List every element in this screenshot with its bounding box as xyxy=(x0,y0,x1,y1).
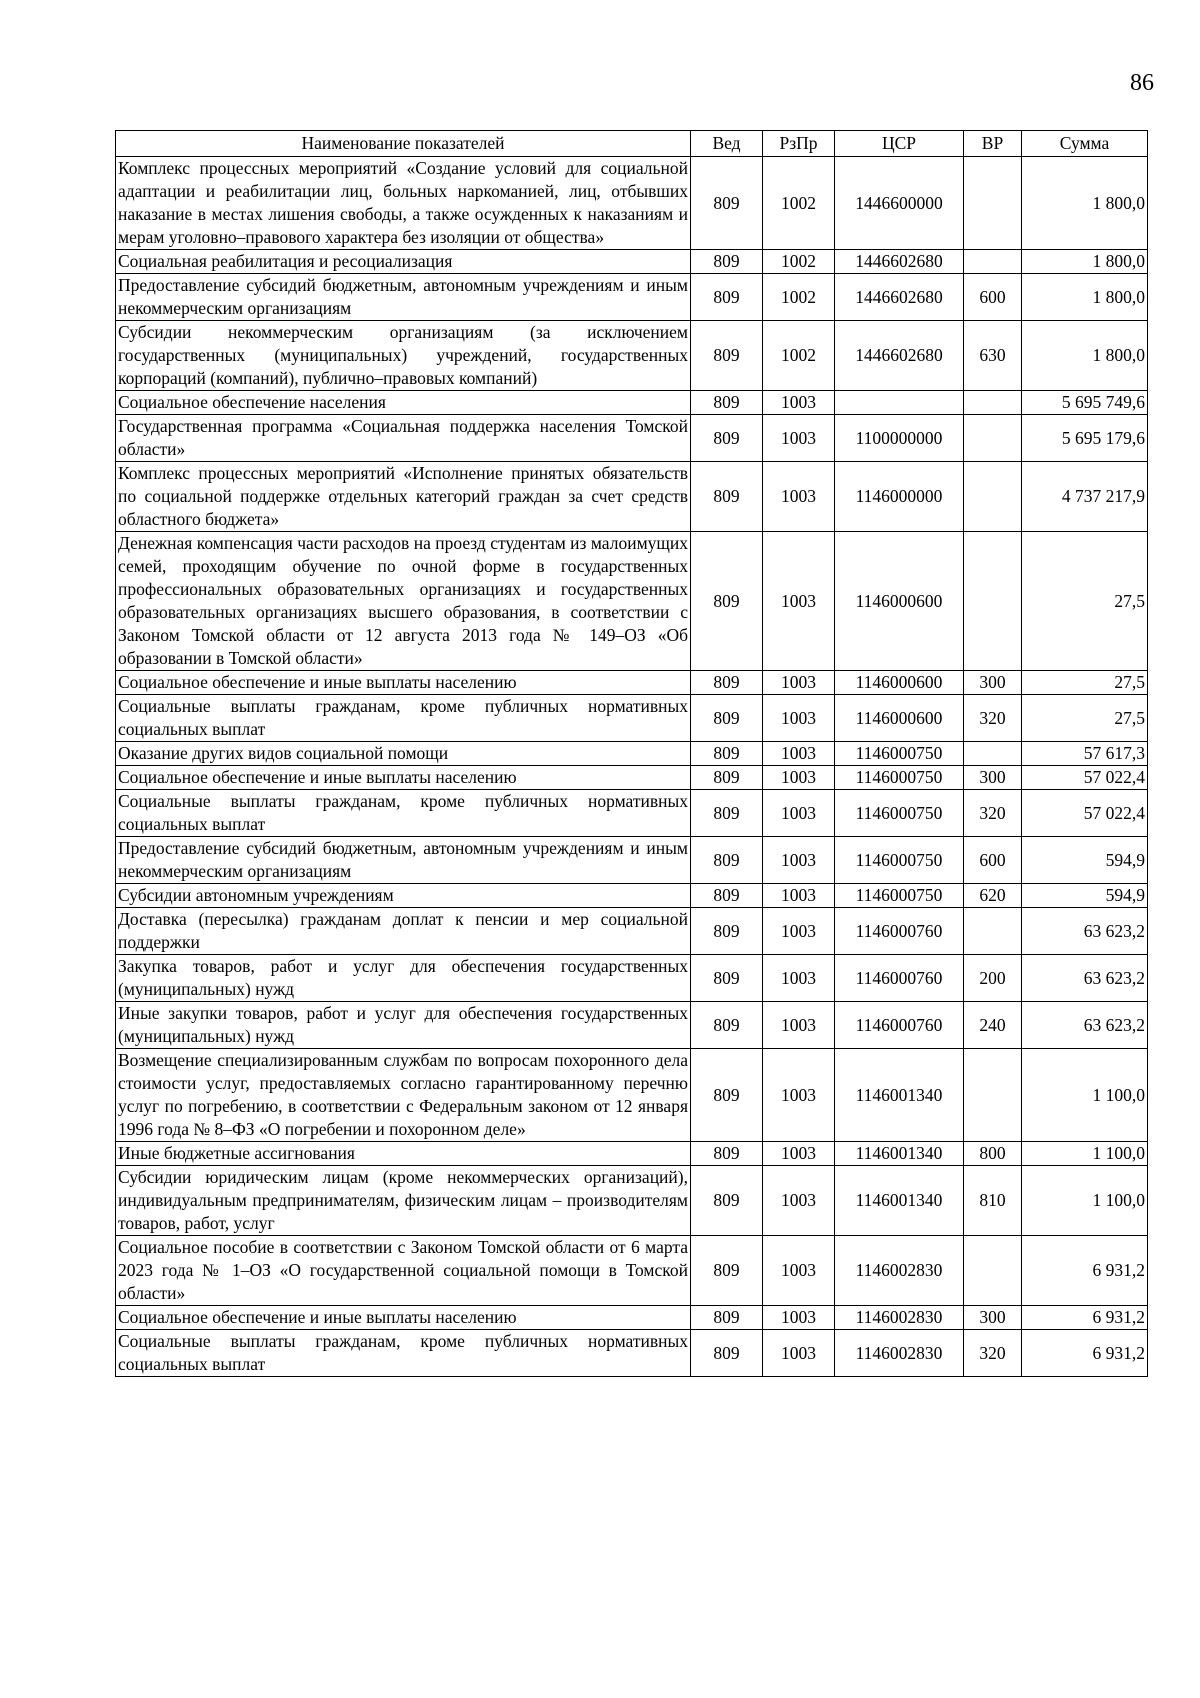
table-row xyxy=(116,671,1148,695)
row-csr: 1146002830 xyxy=(835,1236,964,1306)
row-vr: 810 xyxy=(964,1166,1022,1236)
row-csr: 1146000750 xyxy=(835,742,964,766)
row-csr: 1446600000 xyxy=(835,157,964,250)
row-csr: 1146001340 xyxy=(835,1049,964,1142)
row-ved: 809 xyxy=(691,790,763,837)
row-name: Доставка (пересылка) гражданам доплат к пенсии и мер социальной поддержки xyxy=(116,908,691,955)
row-rzpr: 1003 xyxy=(763,532,835,671)
row-name: Предоставление субсидий бюджетным, автономным учреждениям и иным некоммерческим организациям xyxy=(116,274,691,321)
row-vr xyxy=(964,415,1022,462)
row-name: Комплекс процессных мероприятий «Создание условий для социальной адаптации и реабилитации лиц, больных наркоманией, лиц, отбывших наказание в местах лишения свободы, а также осужденных к наказаниям и мерам уголовно–правового характера без изоляции от общества» xyxy=(116,157,691,250)
row-vr: 600 xyxy=(964,274,1022,321)
row-name: Государственная программа «Социальная поддержка населения Томской области» xyxy=(116,415,691,462)
row-rzpr: 1002 xyxy=(763,157,835,250)
table-row xyxy=(116,462,1148,532)
row-ved: 809 xyxy=(691,1236,763,1306)
row-sum: 57 617,3 xyxy=(1022,742,1148,766)
row-rzpr: 1003 xyxy=(763,955,835,1002)
row-name: Социальное обеспечение населения xyxy=(116,391,691,415)
row-ved: 809 xyxy=(691,671,763,695)
table-row xyxy=(116,1049,1148,1142)
row-sum: 57 022,4 xyxy=(1022,766,1148,790)
table-row xyxy=(116,908,1148,955)
row-vr: 630 xyxy=(964,321,1022,391)
row-name: Субсидии некоммерческим организациям (за исключением государственных (муниципальных) учреждений, государственных корпораций (компаний), публично–правовых компаний) xyxy=(116,321,691,391)
row-csr: 1446602680 xyxy=(835,250,964,274)
row-vr: 320 xyxy=(964,790,1022,837)
row-rzpr: 1003 xyxy=(763,837,835,884)
row-vr: 300 xyxy=(964,1306,1022,1330)
row-sum: 57 022,4 xyxy=(1022,790,1148,837)
row-csr: 1146000750 xyxy=(835,790,964,837)
row-sum: 6 931,2 xyxy=(1022,1306,1148,1330)
row-rzpr: 1003 xyxy=(763,671,835,695)
row-sum: 5 695 179,6 xyxy=(1022,415,1148,462)
row-sum: 63 623,2 xyxy=(1022,1002,1148,1049)
table-row xyxy=(116,955,1148,1002)
row-rzpr: 1003 xyxy=(763,742,835,766)
budget-table xyxy=(115,130,1148,1377)
row-rzpr: 1003 xyxy=(763,1330,835,1377)
table-row xyxy=(116,766,1148,790)
table-row xyxy=(116,250,1148,274)
row-name: Социальное обеспечение и иные выплаты населению xyxy=(116,1306,691,1330)
row-rzpr: 1002 xyxy=(763,274,835,321)
row-ved: 809 xyxy=(691,391,763,415)
row-sum: 1 800,0 xyxy=(1022,321,1148,391)
row-rzpr: 1003 xyxy=(763,695,835,742)
row-ved: 809 xyxy=(691,532,763,671)
table-row xyxy=(116,884,1148,908)
row-ved: 809 xyxy=(691,1330,763,1377)
header-vr: ВР xyxy=(964,131,1022,157)
header-ved: Вед xyxy=(691,131,763,157)
row-sum: 27,5 xyxy=(1022,671,1148,695)
table-row xyxy=(116,157,1148,250)
row-rzpr: 1003 xyxy=(763,1142,835,1166)
row-rzpr: 1003 xyxy=(763,415,835,462)
table-row xyxy=(116,837,1148,884)
row-sum: 5 695 749,6 xyxy=(1022,391,1148,415)
row-name: Социальные выплаты гражданам, кроме публичных нормативных социальных выплат xyxy=(116,790,691,837)
row-ved: 809 xyxy=(691,415,763,462)
row-vr: 320 xyxy=(964,1330,1022,1377)
row-rzpr: 1003 xyxy=(763,462,835,532)
table-row xyxy=(116,321,1148,391)
table-row xyxy=(116,1306,1148,1330)
row-rzpr: 1003 xyxy=(763,1002,835,1049)
row-ved: 809 xyxy=(691,462,763,532)
table-row xyxy=(116,1330,1148,1377)
row-ved: 809 xyxy=(691,1306,763,1330)
row-csr: 1146000600 xyxy=(835,671,964,695)
row-name: Предоставление субсидий бюджетным, автономным учреждениям и иным некоммерческим организациям xyxy=(116,837,691,884)
row-vr xyxy=(964,908,1022,955)
row-ved: 809 xyxy=(691,908,763,955)
row-rzpr: 1002 xyxy=(763,250,835,274)
row-csr: 1146000600 xyxy=(835,532,964,671)
row-rzpr: 1003 xyxy=(763,1166,835,1236)
row-name: Социальное обеспечение и иные выплаты населению xyxy=(116,671,691,695)
row-ved: 809 xyxy=(691,157,763,250)
row-vr: 240 xyxy=(964,1002,1022,1049)
row-name: Иные закупки товаров, работ и услуг для обеспечения государственных (муниципальных) нужд xyxy=(116,1002,691,1049)
row-sum: 1 800,0 xyxy=(1022,274,1148,321)
row-vr: 300 xyxy=(964,766,1022,790)
row-rzpr: 1003 xyxy=(763,790,835,837)
row-ved: 809 xyxy=(691,1049,763,1142)
row-rzpr: 1003 xyxy=(763,884,835,908)
header-sum: Сумма xyxy=(1022,131,1148,157)
row-rzpr: 1003 xyxy=(763,766,835,790)
row-ved: 809 xyxy=(691,321,763,391)
row-sum: 63 623,2 xyxy=(1022,908,1148,955)
row-vr xyxy=(964,532,1022,671)
row-csr: 1146000000 xyxy=(835,462,964,532)
row-ved: 809 xyxy=(691,1142,763,1166)
row-ved: 809 xyxy=(691,1166,763,1236)
row-ved: 809 xyxy=(691,884,763,908)
row-name: Социальное обеспечение и иные выплаты населению xyxy=(116,766,691,790)
row-csr xyxy=(835,391,964,415)
row-ved: 809 xyxy=(691,695,763,742)
row-sum: 27,5 xyxy=(1022,695,1148,742)
header-name: Наименование показателей xyxy=(116,131,691,157)
row-sum: 1 100,0 xyxy=(1022,1166,1148,1236)
row-name: Социальное пособие в соответствии с Законом Томской области от 6 марта 2023 года № 1–ОЗ «О государственной социальной помощи в Томской области» xyxy=(116,1236,691,1306)
row-rzpr: 1003 xyxy=(763,908,835,955)
row-csr: 1146001340 xyxy=(835,1142,964,1166)
row-vr xyxy=(964,742,1022,766)
row-name: Социальная реабилитация и ресоциализация xyxy=(116,250,691,274)
row-name: Субсидии юридическим лицам (кроме некоммерческих организаций), индивидуальным предпринимателям, физическим лицам – производителям товаров, работ, услуг xyxy=(116,1166,691,1236)
row-vr xyxy=(964,1236,1022,1306)
row-name: Социальные выплаты гражданам, кроме публичных нормативных социальных выплат xyxy=(116,1330,691,1377)
row-vr: 620 xyxy=(964,884,1022,908)
row-name: Возмещение специализированным службам по вопросам похоронного дела стоимости услуг, предоставляемых согласно гарантированному перечню услуг по погребению, в соответствии с Федеральным законом от 12 января 1996 года № 8–ФЗ «О погребении и похоронном деле» xyxy=(116,1049,691,1142)
row-sum: 4 737 217,9 xyxy=(1022,462,1148,532)
row-sum: 63 623,2 xyxy=(1022,955,1148,1002)
table-row xyxy=(116,391,1148,415)
row-sum: 6 931,2 xyxy=(1022,1330,1148,1377)
row-sum: 594,9 xyxy=(1022,884,1148,908)
table-row xyxy=(116,274,1148,321)
row-ved: 809 xyxy=(691,837,763,884)
row-vr xyxy=(964,250,1022,274)
row-vr: 320 xyxy=(964,695,1022,742)
row-name: Комплекс процессных мероприятий «Исполнение принятых обязательств по социальной поддержке отдельных категорий граждан за счет средств областного бюджета» xyxy=(116,462,691,532)
row-sum: 27,5 xyxy=(1022,532,1148,671)
row-ved: 809 xyxy=(691,766,763,790)
row-csr: 1146000750 xyxy=(835,884,964,908)
row-rzpr: 1002 xyxy=(763,321,835,391)
header-rzpr: РзПр xyxy=(763,131,835,157)
row-csr: 1446602680 xyxy=(835,274,964,321)
row-rzpr: 1003 xyxy=(763,1049,835,1142)
row-vr: 600 xyxy=(964,837,1022,884)
table-row xyxy=(116,1142,1148,1166)
row-csr: 1146000750 xyxy=(835,837,964,884)
row-vr xyxy=(964,391,1022,415)
row-name: Субсидии автономным учреждениям xyxy=(116,884,691,908)
row-vr: 800 xyxy=(964,1142,1022,1166)
row-name: Закупка товаров, работ и услуг для обеспечения государственных (муниципальных) нужд xyxy=(116,955,691,1002)
row-sum: 6 931,2 xyxy=(1022,1236,1148,1306)
row-rzpr: 1003 xyxy=(763,1236,835,1306)
row-ved: 809 xyxy=(691,1002,763,1049)
row-sum: 1 100,0 xyxy=(1022,1049,1148,1142)
table-row xyxy=(116,1002,1148,1049)
table-row xyxy=(116,1236,1148,1306)
row-name: Оказание других видов социальной помощи xyxy=(116,742,691,766)
row-ved: 809 xyxy=(691,250,763,274)
table-row xyxy=(116,1166,1148,1236)
row-csr: 1146002830 xyxy=(835,1306,964,1330)
row-name: Денежная компенсация части расходов на проезд студентам из малоимущих семей, проходящим обучение по очной форме в государственных профессиональных образовательных организациях и государственных образовательных организациях высшего образования, в соответствии с Законом Томской области от 12 августа 2013 года № 149–ОЗ «Об образовании в Томской области» xyxy=(116,532,691,671)
row-name: Иные бюджетные ассигнования xyxy=(116,1142,691,1166)
row-vr xyxy=(964,462,1022,532)
table-row xyxy=(116,742,1148,766)
row-csr: 1446602680 xyxy=(835,321,964,391)
row-name: Социальные выплаты гражданам, кроме публичных нормативных социальных выплат xyxy=(116,695,691,742)
row-vr: 200 xyxy=(964,955,1022,1002)
row-ved: 809 xyxy=(691,955,763,1002)
table-row xyxy=(116,790,1148,837)
row-ved: 809 xyxy=(691,274,763,321)
row-sum: 1 800,0 xyxy=(1022,250,1148,274)
table-row xyxy=(116,532,1148,671)
row-csr: 1146000600 xyxy=(835,695,964,742)
page-number: 86 xyxy=(1130,70,1154,96)
row-sum: 1 800,0 xyxy=(1022,157,1148,250)
row-csr: 1100000000 xyxy=(835,415,964,462)
row-csr: 1146002830 xyxy=(835,1330,964,1377)
row-vr xyxy=(964,157,1022,250)
row-csr: 1146001340 xyxy=(835,1166,964,1236)
row-rzpr: 1003 xyxy=(763,1306,835,1330)
row-sum: 1 100,0 xyxy=(1022,1142,1148,1166)
row-ved: 809 xyxy=(691,742,763,766)
row-csr: 1146000760 xyxy=(835,955,964,1002)
row-csr: 1146000750 xyxy=(835,766,964,790)
table-row xyxy=(116,695,1148,742)
row-csr: 1146000760 xyxy=(835,1002,964,1049)
row-sum: 594,9 xyxy=(1022,837,1148,884)
table-header-row xyxy=(116,131,1148,157)
header-csr: ЦСР xyxy=(835,131,964,157)
row-csr: 1146000760 xyxy=(835,908,964,955)
row-rzpr: 1003 xyxy=(763,391,835,415)
row-vr: 300 xyxy=(964,671,1022,695)
row-vr xyxy=(964,1049,1022,1142)
table-row xyxy=(116,415,1148,462)
